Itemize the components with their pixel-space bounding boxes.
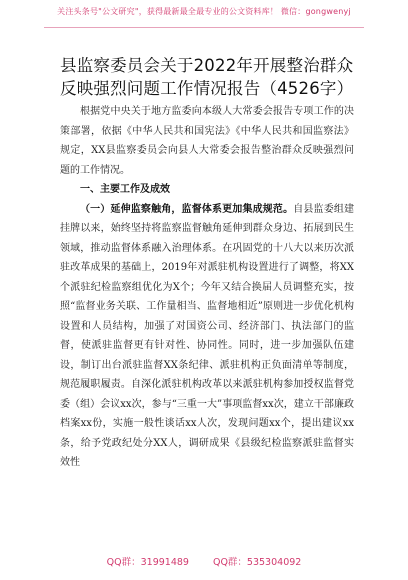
intro-paragraph: 根据党中央关于地方监委向本级人大常委会报告专项工作的决策部署，依据《中华人民共和国宪法》《中华人民共和国监察法》规定，XX县监察委员会向县人大常委会报告整治群众反映强烈问题的工作情况。 (60, 106, 354, 176)
footer-qq-group-1: QQ群：31991489 (106, 557, 189, 568)
header-banner: 关注头条号"公文研究"，获得最新最全最专业的公文资料库！ 微信：gongwenyj (57, 7, 351, 16)
header-divider (44, 27, 364, 28)
document-body (60, 102, 354, 473)
document-title: 县监察委员会关于2022年开展整治群众反映强烈问题工作情况报告（4526字） (60, 56, 354, 98)
footer-qq-group-2: QQ群：535304092 (212, 557, 302, 568)
item-body: 自县监委组建挂牌以来，始终坚持将监察监督触角延伸到群众身边、拓展到民生领域，推动监督体系融入治理体系。在巩固党的十八大以来历次派驻改革成果的基础上，2019年对派驻机构设置进行了调整，将XX个派驻纪检监察组优化为X个；今年又结合换届人员调整充实，按照“监督业务关联、工作量相当、监督地相近”原则进一步优化机构设置和人员结构，加强了对国资公司、经济部门、执法部门的监督，使派驻监督更有针对性、协同性。同时，进一步加强队伍建设，制订出台派驻监督XX条纪律、派驻机构正负面清单等制度，规范履职履责。自深化派驻机构改革以来派驻机构参加授权监督党委（组）会议xx次，参与“三重一大”事项监督xx次，建立干部廉政档案xx份，实施一般性谈话xx人次，发现问题xx个，提出建议xx条，给予党政纪处分XX人，调研成果《县级纪检监察派驻监督实效性 (60, 203, 355, 468)
item-lead: （一）延伸监察触角，监督体系更加集成规范。 (80, 203, 294, 215)
section-heading: 一、主要工作及成效 (80, 184, 170, 195)
footer-contacts (0, 554, 408, 568)
item-paragraph (60, 200, 354, 473)
